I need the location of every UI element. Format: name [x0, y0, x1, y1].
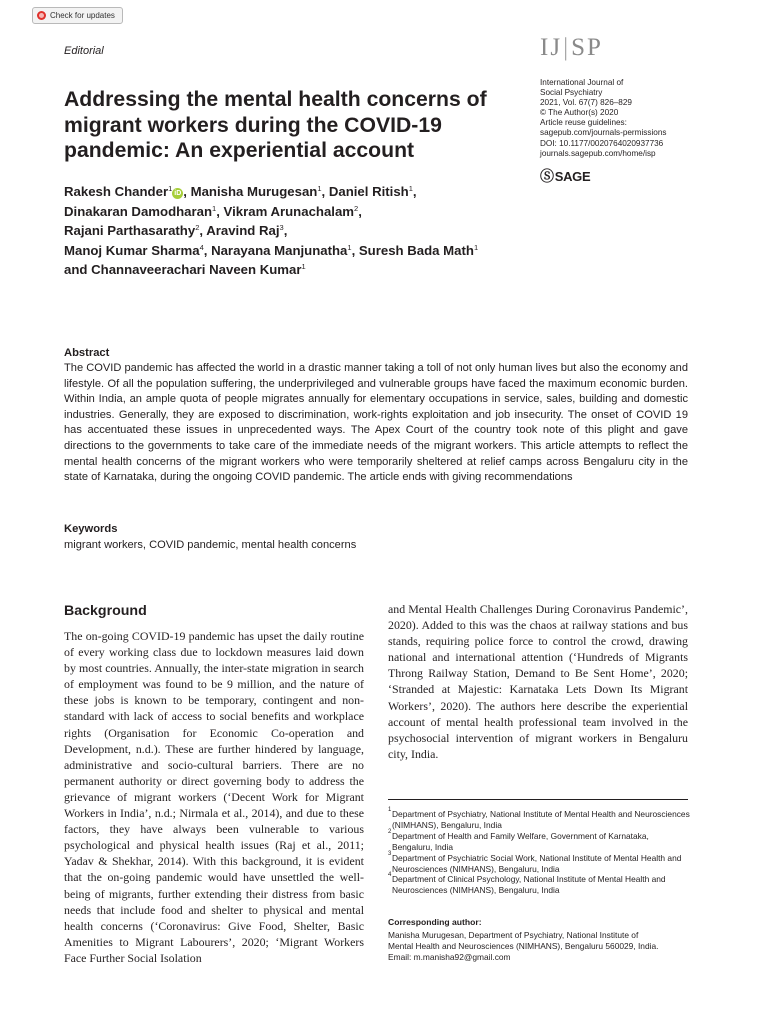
affiliation-item: [388, 874, 690, 896]
author-name[interactable]: Rakesh Chander: [64, 184, 169, 199]
reuse-label: Article reuse guidelines:: [540, 118, 627, 128]
author-separator: ,: [283, 223, 288, 239]
check-for-updates-label: Check for updates: [50, 11, 115, 20]
author-name[interactable]: and Channaveerachari Naveen Kumar: [64, 262, 302, 278]
affiliation-number: 2: [388, 828, 392, 835]
author-name[interactable]: Daniel Ritish: [328, 184, 409, 199]
author-affiliation-number: 1: [301, 262, 306, 272]
journal-logo-right: SP: [571, 34, 603, 61]
author-name[interactable]: Suresh Bada Math: [358, 242, 474, 258]
keywords-heading: Keywords: [64, 523, 118, 535]
publisher-name: SAGE: [554, 168, 591, 184]
background-text-left-column: The on-going COVID-19 pandemic has upset the daily routine of every working class due to lockdown measures laid down by most countries. Annually, the inter-state migration in search of employment was found to be 9 million, and the nature of these jobs is known to be temporary, contingent and non-standard with lack of access to social benefits and workplace rights (Organisation for Economic Co-operation and Development, n.d.). These are further hindered by language, administrative and socio-cultural barriers. There are no permanent authority or direct governing body to address the grievance of migrant workers (‘Decent Work for Migrant Workers in India’, n.d.; Nirmala et al., 2014), and due to these factors, they have always been vulnerable to various psychological and physical health issues (Raj et al., 2011; Yadav & Shekhar, 2014). With this background, it is evident that the on-going pandemic would have unsettled the well-being of migrants, further extending their distress from basic needs that include food and shelter to physical and mental health concerns (‘Coronavirus: Give Food, Shelter, Basic Amenities to Migrant Labourers’, 2020; ‘Migrant Workers Face Further Social Isolation: [64, 629, 364, 965]
article-title: Addressing the mental health concerns of migrant workers during the COVID-19 pandemic: An experiential account: [64, 88, 487, 162]
corresponding-author-line: Manisha Murugesan, Department of Psychiatry, National Institute of: [388, 930, 639, 940]
logo-divider: |: [563, 34, 571, 61]
author-separator: ,: [216, 203, 224, 219]
author-affiliation-number: 2: [354, 203, 359, 213]
affiliation-text: Department of Psychiatric Social Work, National Institute of Mental Health and Neurosciences (NIMHANS), Bengaluru, India: [392, 852, 682, 874]
affiliation-item: [388, 850, 690, 875]
orcid-icon[interactable]: iD: [174, 190, 182, 197]
affiliation-number: 1: [388, 807, 392, 813]
affiliation-number: 3: [388, 850, 392, 857]
author-list: [64, 182, 584, 280]
author-affiliation-number: 2: [195, 223, 200, 233]
author-name[interactable]: Rajani Parthasarathy: [64, 223, 196, 239]
sage-s-icon: Ⓢ: [540, 168, 554, 184]
author-name[interactable]: Aravind Raj: [206, 223, 280, 239]
author-affiliation-number: 1: [408, 184, 413, 193]
author-affiliation-number: 1: [212, 203, 217, 213]
doi-link[interactable]: DOI: 10.1177/0020764020937736: [540, 138, 664, 148]
background-heading: Background: [64, 603, 147, 619]
permissions-link[interactable]: sagepub.com/journals-permissions: [540, 128, 667, 138]
author-separator: ,: [321, 184, 329, 199]
author-name[interactable]: Dinakaran Damodharan: [64, 203, 213, 219]
affiliation-text: Department of Psychiatry, National Institute of Mental Health and Neurosciences (NIMHANS), Bengaluru, India: [392, 809, 690, 830]
journal-home-link[interactable]: journals.sagepub.com/home/isp: [540, 148, 656, 158]
background-text-right-column: and Mental Health Challenges During Coronavirus Pandemic’, 2020). Added to this was the chaos at railway stations and bus stands, requiring police force to control the crowd, drawing national and international attention (‘Hundreds of Migrants Throng Railway Station, Demand to Be Sent Home’, 2020; ‘Stranded at Majestic: Karnataka Lets Down Its Migrant Workers’, 2020). The authors here describe the experiential account of mental health professional team involved in the psychosocial intervention of migrant workers in Bengaluru city, India.: [388, 602, 688, 761]
affiliation-item: [388, 809, 690, 831]
abstract-heading: Abstract: [64, 347, 110, 359]
author-separator: ,: [203, 242, 212, 258]
check-for-updates-badge[interactable]: [32, 7, 123, 24]
abstract-text: The COVID pandemic has affected the world in a drastic manner taking a toll of not only human lives but also the economy and lifestyle. Of all the population suffering, the underprivileged and vulnerable groups have faced the maximum economic burden. Within India, an ample quota of people migrates annually for elementary occupations in service, sales, building and domestic industries. Generally, they are exposed to discrimination, work-rights exploitation and job insecurity. The onset of COVID 19 has accentuated these issues in unprecedented ways. The Apex Court of the country took note of this plight and gave directions to the governments to take care of the immediate needs of the migrant workers. This article attempts to reflect the mental health concerns of the migrant workers who were temporarily sheltered at relief camps across Bengaluru city in the state of Karnataka, during the ongoing COVID pandemic. The article ends with giving recommendations: [64, 362, 688, 484]
corresponding-author-email[interactable]: Email: m.manisha92@gmail.com: [388, 951, 511, 962]
corresponding-author-line: Mental Health and Neurosciences (NIMHANS), Bengaluru 560029, India.: [388, 940, 659, 951]
author-separator: ,: [351, 242, 359, 258]
affiliation-text: Department of Clinical Psychology, National Institute of Mental Health and Neurosciences (NIMHANS), Bengaluru, India: [392, 874, 666, 896]
journal-name-line-2: Social Psychiatry: [540, 88, 603, 98]
author-affiliation-number: 1: [168, 184, 173, 193]
update-icon: [37, 11, 46, 20]
author-affiliation-number: 1: [347, 242, 352, 252]
author-separator: ,: [199, 223, 207, 239]
article-type-label: Editorial: [64, 45, 104, 57]
affiliation-item: [388, 828, 690, 853]
author-affiliation-number: 3: [279, 223, 284, 233]
affiliation-text: Department of Health and Family Welfare, Government of Karnataka, Bengaluru, India: [392, 830, 649, 852]
author-name[interactable]: Manoj Kumar Sharma: [64, 242, 200, 258]
keywords-text: migrant workers, COVID pandemic, mental health concerns: [64, 539, 357, 551]
author-affiliation-number: 1: [317, 184, 322, 193]
journal-logo: [540, 34, 603, 62]
corresponding-author-details: [388, 930, 692, 963]
journal-metadata: [540, 78, 740, 159]
author-separator: ,: [358, 203, 362, 219]
journal-volume: 2021, Vol. 67(7) 826–829: [540, 98, 632, 108]
author-name[interactable]: Manisha Murugesan: [190, 184, 318, 199]
author-name[interactable]: Narayana Manjunatha: [211, 242, 348, 258]
copyright-line: © The Author(s) 2020: [540, 108, 619, 118]
author-affiliation-number: 4: [199, 242, 204, 252]
footnote-divider: [388, 799, 688, 800]
author-affiliation-number: 1: [473, 242, 479, 252]
author-separator: ,: [183, 184, 191, 199]
author-separator: ,: [412, 184, 417, 199]
corresponding-author-heading: Corresponding author:: [388, 917, 482, 927]
affiliation-number: 4: [388, 872, 392, 879]
affiliations: [388, 809, 690, 896]
journal-name-line-1: International Journal of: [540, 78, 624, 87]
author-name[interactable]: Vikram Arunachalam: [223, 203, 355, 219]
journal-logo-left: IJ: [540, 34, 563, 61]
